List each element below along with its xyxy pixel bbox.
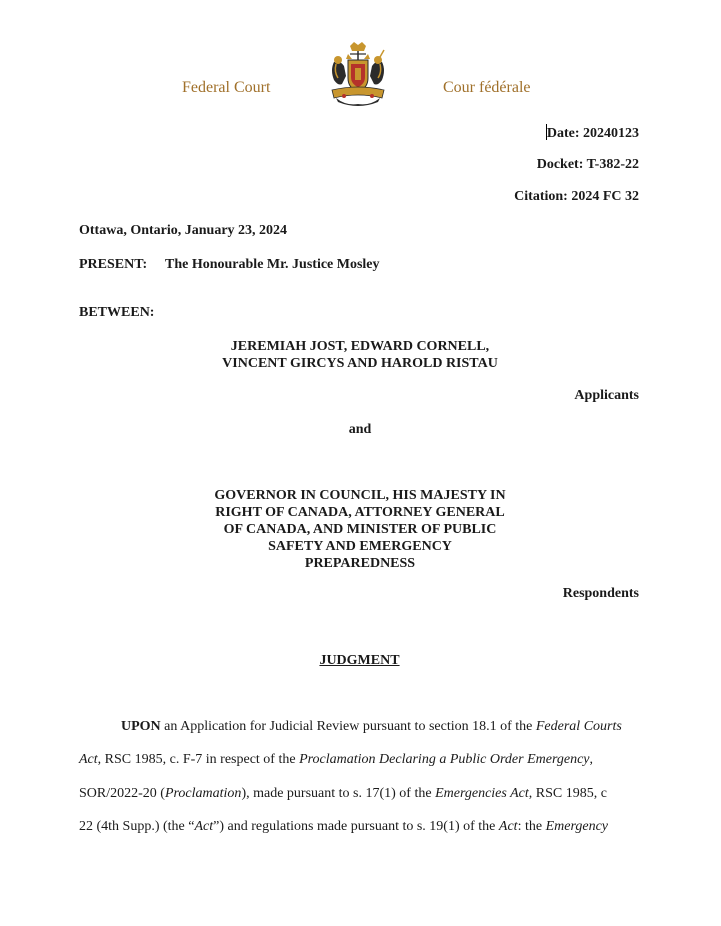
body-text: , RSC 1985, c [528,786,607,801]
place-date: Ottawa, Ontario, January 23, 2024 [79,223,288,238]
present-label: PRESENT: [79,257,148,272]
respondents-role: Respondents [562,586,639,601]
act-title: Act [79,752,98,767]
court-name-french: Cour fédérale [443,79,531,96]
proclamation-short: Proclamation [164,786,242,801]
respondents-line: GOVERNOR IN COUNCIL, HIS MAJESTY IN [214,488,506,503]
between-label: BETWEEN: [79,305,155,320]
act-title: Federal Courts [535,719,622,734]
citation-label: Citation: 2024 FC 32 [514,189,639,204]
applicants-role: Applicants [574,388,639,403]
body-text: ”) and regulations made pursuant to s. 19(1) of the [213,819,499,834]
respondents-line: PREPAREDNESS [304,556,416,571]
respondents-line: OF CANADA, AND MINISTER OF PUBLIC [223,522,497,537]
respondents-line: SAFETY AND EMERGENCY [268,539,452,554]
applicants-names [150,338,570,372]
judgment-title: JUDGMENT [319,653,400,668]
act-short: Act [498,819,518,834]
applicants-line: VINCENT GIRCYS AND HAROLD RISTAU [222,356,498,371]
body-text: 22 (4th Supp.) (the “ [79,819,195,834]
docket-label: Docket: T-382-22 [536,157,639,172]
body-paragraph-line-1 [79,718,681,736]
body-text: SOR/2022-20 ( [79,786,165,801]
respondents-names [150,487,570,572]
body-paragraph-line-2 [79,751,639,769]
act-title: Emergency [545,819,609,834]
date-label: Date: 20240123 [546,126,639,141]
upon-keyword: UPON [121,719,161,734]
body-text: , [589,752,594,767]
act-short: Act [194,819,214,834]
court-name-english: Federal Court [182,79,271,96]
proclamation-title: Proclamation Declaring a Public Order Emergency [299,752,590,767]
federal-court-coat-of-arms-icon [326,40,390,108]
present-judge: The Honourable Mr. Justice Mosley [165,257,380,272]
body-text: ), made pursuant to s. 17(1) of the [241,786,436,801]
act-title: Emergencies Act [435,786,529,801]
body-paragraph-line-4 [79,818,639,836]
respondents-line: RIGHT OF CANADA, ATTORNEY GENERAL [215,505,505,520]
body-text: : the [517,819,546,834]
body-paragraph-line-3 [79,785,639,803]
and-label: and [348,422,372,437]
body-text: , RSC 1985, c. F-7 in respect of the [97,752,300,767]
date-line [546,124,639,142]
body-text: an Application for Judicial Review pursuant to section 18.1 of the [160,719,536,734]
applicants-line: JEREMIAH JOST, EDWARD CORNELL, [230,339,490,354]
present-line [79,257,380,273]
